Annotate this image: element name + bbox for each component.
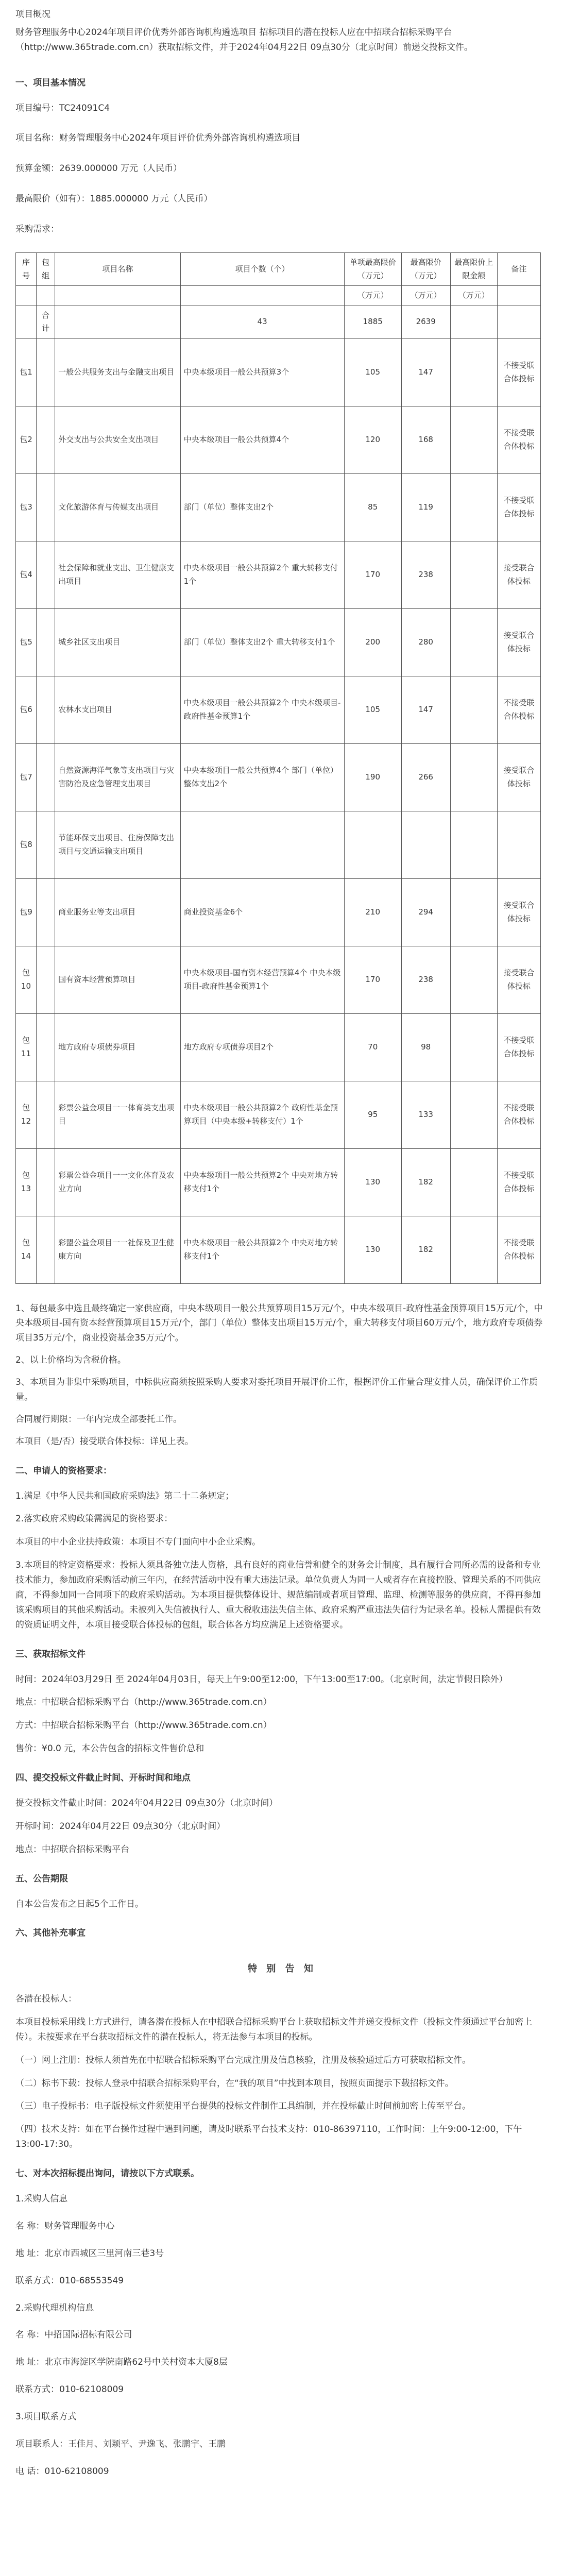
table-cell xyxy=(37,1013,55,1081)
table-cell: 133 xyxy=(401,1081,450,1148)
col-count: 项目个数（个） xyxy=(180,253,344,286)
table-cell: 城乡社区支出项目 xyxy=(55,608,181,676)
table-cell: 商业投资基金6个 xyxy=(180,878,344,946)
table-cell xyxy=(37,473,55,541)
table-cell: 238 xyxy=(401,946,450,1013)
table-cell: 不接受联合体投标 xyxy=(497,676,540,743)
table-cell: 中央本级项目一般公共预算3个 xyxy=(180,338,344,406)
table-row xyxy=(16,541,541,608)
overview-label: 项目概况 xyxy=(15,9,50,20)
total-cell xyxy=(450,306,497,338)
table-cell xyxy=(37,1148,55,1216)
notice-item: 本项目投标采用线上方式进行，请各潜在投标人在中招联合招标采购平台上获取招标文件并递交投标文件（投标文件须通过平台加密上传）。未按要求在平台获取招标文件的潜在投标人，将无法参与本项目的投标。 xyxy=(15,2016,532,2042)
table-cell: 文化旅游体育与传媒支出项目 xyxy=(55,473,181,541)
table-cell: 包8 xyxy=(16,811,37,878)
notice-item: （四）技术支持：如在平台操作过程中遇到问题，请及时联系平台技术支持：010-86397110，工作时间：上午9:00-12:00，下午13:00-17:30。 xyxy=(15,2124,522,2150)
table-cell: 119 xyxy=(401,473,450,541)
table-cell: 接受联合体投标 xyxy=(497,946,540,1013)
table-cell xyxy=(497,811,540,878)
obtain-time: 时间：2024年03月29日 至 2024年04月03日，每天上午9:00至12:00，下午13:00至17:00。（北京时间，法定节假日除外） xyxy=(15,1674,508,1685)
table-row xyxy=(16,743,541,811)
table-cell xyxy=(37,878,55,946)
table-cell: 210 xyxy=(344,878,401,946)
project-number: 项目编号：TC24091C4 xyxy=(15,103,110,113)
contact-persons: 项目联系人：王佳月、刘颖平、尹逸飞、张鹏宇、王鹏 xyxy=(15,2438,226,2449)
table-cell: 包7 xyxy=(16,743,37,811)
table-cell: 182 xyxy=(401,1216,450,1283)
table-cell-empty xyxy=(450,878,497,946)
project-name: 项目名称：财务管理服务中心2024年项目评价优秀外部咨询机构遴选项目 xyxy=(15,133,301,144)
table-cell: 包6 xyxy=(16,676,37,743)
table-cell: 彩票公益金项目一一体育类支出项目 xyxy=(55,1081,181,1148)
table-cell: 105 xyxy=(344,338,401,406)
notice-item: （一）网上注册：投标人须首先在中招联合招标采购平台完成注册及信息核验，注册及核验通过后方可获取招标文件。 xyxy=(15,2055,471,2065)
notice-item: （二）标书下载：投标人登录中招联合招标采购平台，在“我的项目”中找到本项目，按照页面提示下载招标文件。 xyxy=(15,2078,454,2089)
qualification-item: 本项目的中小企业扶持政策：本项目不专门面向中小企业采购。 xyxy=(15,1537,261,1548)
section-qualification-title: 二、申请人的资格要求： xyxy=(15,1465,112,1476)
table-cell: 266 xyxy=(401,743,450,811)
table-cell: 不接受联合体投标 xyxy=(497,338,540,406)
table-cell: 商业服务业等支出项目 xyxy=(55,878,181,946)
table-cell: 168 xyxy=(401,406,450,473)
unit-cell xyxy=(16,286,37,306)
budget-amount: 预算金额：2639.000000 万元（人民币） xyxy=(15,163,182,174)
bid-deadline: 提交投标文件截止时间：2024年04月22日 09点30分（北京时间） xyxy=(15,1798,278,1808)
period-text: 自本公告发布之日起5个工作日。 xyxy=(15,1899,144,1909)
table-cell: 包12 xyxy=(16,1081,37,1148)
table-header-row xyxy=(16,253,541,286)
table-cell: 不接受联合体投标 xyxy=(497,473,540,541)
table-cell xyxy=(37,676,55,743)
section-other-title: 六、其他补充事宜 xyxy=(15,1928,86,1939)
notes-block xyxy=(15,1301,549,1449)
table-cell-empty xyxy=(450,811,497,878)
table-cell xyxy=(37,743,55,811)
overview-text: 财务管理服务中心2024年项目评价优秀外部咨询机构遴选项目 招标项目的潜在投标人应在中招联合招标采购平台（http://www.365trade.com.cn）获取招标文件，并于2024年04月22日 09点30分（北京时间）前递交投标文件。 xyxy=(15,27,473,53)
procurement-requirement-label: 采购需求： xyxy=(15,224,59,235)
table-cell: 不接受联合体投标 xyxy=(497,1013,540,1081)
contact-title: 3.项目联系方式 xyxy=(15,2412,77,2422)
table-cell: 地方政府专项债券项目2个 xyxy=(180,1013,344,1081)
table-cell: 95 xyxy=(344,1081,401,1148)
note-item: 合同履行期限：一年内完成全部委托工作。 xyxy=(15,1414,182,1425)
total-cell: 43 xyxy=(180,306,344,338)
table-cell: 包11 xyxy=(16,1013,37,1081)
table-cell: 中央本级项目一般公共预算2个 中央对地方转移支付1个 xyxy=(180,1216,344,1283)
table-cell: 包14 xyxy=(16,1216,37,1283)
note-item: 1、每包最多中选且最终确定一家供应商，中央本级项目一般公共预算项目15万元/个，中央本级项目-政府性基金预算项目15万元/个，中央本级项目-国有资本经营预算项目15万元/个，部门（单位）整体支出项目15万元/个，重大转移支付项目60万元/个，地方政府专项债券项目35万元/个，商业投资基金35万元/个。 xyxy=(15,1303,543,1344)
table-cell: 不接受联合体投标 xyxy=(497,1216,540,1283)
table-cell: 社会保障和就业支出、卫生健康支出项目 xyxy=(55,541,181,608)
table-cell: 接受联合体投标 xyxy=(497,743,540,811)
table-cell: 中央本级项目一般公共预算2个 中央对地方转移支付1个 xyxy=(180,1148,344,1216)
table-cell-empty xyxy=(450,676,497,743)
unit-cell: （万元） xyxy=(401,286,450,306)
unit-cell xyxy=(180,286,344,306)
table-cell: 包2 xyxy=(16,406,37,473)
col-unit-price: 单项最高限价（万元） xyxy=(344,253,401,286)
buyer-title: 1.采购人信息 xyxy=(15,2193,68,2204)
table-cell: 中央本级项目一般公共预算2个 政府性基金预算项目（中央本级+转移支付）1个 xyxy=(180,1081,344,1148)
col-remark: 备注 xyxy=(497,253,540,286)
table-cell: 120 xyxy=(344,406,401,473)
col-max-price: 最高限价（万元） xyxy=(401,253,450,286)
table-cell-empty xyxy=(450,541,497,608)
table-total-row xyxy=(16,306,541,338)
table-cell: 包1 xyxy=(16,338,37,406)
table-cell-empty xyxy=(450,1081,497,1148)
table-cell: 98 xyxy=(401,1013,450,1081)
table-cell: 接受联合体投标 xyxy=(497,878,540,946)
table-cell-empty xyxy=(450,608,497,676)
table-row xyxy=(16,1216,541,1283)
section-obtain-docs-title: 三、获取招标文件 xyxy=(15,1649,86,1659)
table-cell: 部门（单位）整体支出2个 重大转移支付1个 xyxy=(180,608,344,676)
table-cell xyxy=(37,946,55,1013)
table-cell: 包10 xyxy=(16,946,37,1013)
table-row xyxy=(16,338,541,406)
qualification-item: 2.落实政府采购政策需满足的资格要求： xyxy=(15,1514,173,1524)
table-cell xyxy=(37,1216,55,1283)
contact-phone: 电 话：010-62108009 xyxy=(15,2466,109,2477)
table-cell-empty xyxy=(450,743,497,811)
table-row xyxy=(16,1148,541,1216)
table-cell xyxy=(37,338,55,406)
agent-phone: 联系方式：010-62108009 xyxy=(15,2384,124,2395)
table-cell: 农林水支出项目 xyxy=(55,676,181,743)
section-deadline-title: 四、提交投标文件截止时间、开标时间和地点 xyxy=(15,1773,191,1784)
contact-block xyxy=(15,2192,549,2479)
total-cell: 合计 xyxy=(37,306,55,338)
table-cell xyxy=(37,541,55,608)
unit-cell xyxy=(55,286,181,306)
table-cell: 地方政府专项债券项目 xyxy=(55,1013,181,1081)
table-row xyxy=(16,1013,541,1081)
table-cell xyxy=(37,406,55,473)
table-cell: 70 xyxy=(344,1013,401,1081)
table-cell-empty xyxy=(450,946,497,1013)
special-notice-title: 特 别 告 知 xyxy=(248,1963,316,1975)
buyer-address: 地 址：北京市西城区三里河南三巷3号 xyxy=(15,2248,164,2259)
table-cell: 接受联合体投标 xyxy=(497,608,540,676)
table-cell: 182 xyxy=(401,1148,450,1216)
note-item: 2、以上价格均为含税价格。 xyxy=(15,1355,126,1366)
agent-name: 名 称：中招国际招标有限公司 xyxy=(15,2330,132,2341)
table-cell: 节能环保支出项目、住房保障支出项目与交通运输支出项目 xyxy=(55,811,181,878)
table-cell-empty xyxy=(450,338,497,406)
table-cell-empty xyxy=(450,1013,497,1081)
col-project-name: 项目名称 xyxy=(55,253,181,286)
agent-address: 地 址：北京市海淀区学院南路62号中关村资本大厦8层 xyxy=(15,2357,228,2368)
total-cell xyxy=(55,306,181,338)
note-item: 3、本项目为非集中采购项目，中标供应商须按照采购人要求对委托项目开展评价工作，根据评价工作量合理安排人员，确保评价工作质量。 xyxy=(15,1377,538,1402)
table-cell: 190 xyxy=(344,743,401,811)
table-cell: 中央本级项目一般公共预算2个 重大转移支付1个 xyxy=(180,541,344,608)
table-cell: 一般公共服务支出与金融支出项目 xyxy=(55,338,181,406)
table-cell: 147 xyxy=(401,676,450,743)
table-cell: 中央本级项目一般公共预算4个 部门（单位）整体支出2个 xyxy=(180,743,344,811)
obtain-price: 售价：¥0.0 元，本公告包含的招标文件售价总和 xyxy=(15,1743,204,1754)
table-cell-empty xyxy=(450,473,497,541)
obtain-method[interactable]: 方式：中招联合招标采购平台（http://www.365trade.com.cn） xyxy=(15,1720,272,1731)
table-cell xyxy=(401,811,450,878)
table-cell: 294 xyxy=(401,878,450,946)
table-cell: 国有资本经营预算项目 xyxy=(55,946,181,1013)
table-cell: 中央本级项目一般公共预算2个 中央本级项目-政府性基金预算1个 xyxy=(180,676,344,743)
section-basic-info-title: 一、项目基本情况 xyxy=(15,77,86,88)
total-cell xyxy=(16,306,37,338)
col-no: 序号 xyxy=(16,253,37,286)
table-cell-empty xyxy=(450,406,497,473)
table-row xyxy=(16,946,541,1013)
table-cell-empty xyxy=(450,1216,497,1283)
table-cell xyxy=(180,811,344,878)
note-item: 本项目（是/否）接受联合体投标：详见上表。 xyxy=(15,1436,194,1447)
table-cell: 中央本级项目-国有资本经营预算4个 中央本级项目-政府性基金预算1个 xyxy=(180,946,344,1013)
notice-item: （三）电子投标书：电子版投标文件须使用平台提供的投标文件制作工具编制，并在投标截止时间前加密上传至平台。 xyxy=(15,2101,471,2112)
table-cell: 170 xyxy=(344,946,401,1013)
table-cell xyxy=(37,811,55,878)
table-cell: 接受联合体投标 xyxy=(497,541,540,608)
table-cell: 不接受联合体投标 xyxy=(497,1081,540,1148)
obtain-place[interactable]: 地点：中招联合招标采购平台（http://www.365trade.com.cn） xyxy=(15,1697,272,1708)
table-cell: 中央本级项目一般公共预算4个 xyxy=(180,406,344,473)
total-cell: 1885 xyxy=(344,306,401,338)
notice-item: 各潜在投标人： xyxy=(15,1993,77,2004)
table-cell: 部门（单位）整体支出2个 xyxy=(180,473,344,541)
buyer-phone: 联系方式：010-68553549 xyxy=(15,2275,124,2286)
table-row xyxy=(16,473,541,541)
opening-place: 地点：中招联合招标采购平台 xyxy=(15,1844,129,1855)
total-cell xyxy=(497,306,540,338)
table-cell: 200 xyxy=(344,608,401,676)
table-cell: 不接受联合体投标 xyxy=(497,1148,540,1216)
table-cell: 130 xyxy=(344,1148,401,1216)
unit-cell xyxy=(37,286,55,306)
col-cap: 最高限价上限金额 xyxy=(450,253,497,286)
table-row xyxy=(16,811,541,878)
table-cell: 130 xyxy=(344,1216,401,1283)
table-cell: 自然资源海洋气象等支出项目与灾害防治及应急管理支出项目 xyxy=(55,743,181,811)
table-cell: 包13 xyxy=(16,1148,37,1216)
table-cell: 147 xyxy=(401,338,450,406)
table-cell xyxy=(344,811,401,878)
table-row xyxy=(16,608,541,676)
qualification-item: 1.满足《中华人民共和国政府采购法》第二十二条规定； xyxy=(15,1490,234,1501)
table-cell: 85 xyxy=(344,473,401,541)
table-cell: 包5 xyxy=(16,608,37,676)
col-package: 包组 xyxy=(37,253,55,286)
table-cell: 280 xyxy=(401,608,450,676)
table-cell: 包4 xyxy=(16,541,37,608)
unit-cell: （万元） xyxy=(450,286,497,306)
table-cell: 包9 xyxy=(16,878,37,946)
table-row xyxy=(16,878,541,946)
qualification-item: 3.本项目的特定资格要求：投标人须具备独立法人资格，具有良好的商业信誉和健全的财务会计制度，具有履行合同所必需的设备和专业技术能力，参加政府采购活动前三年内，在经营活动中没有重大违法记录。单位负责人为同一人或者存在直接控股、管理关系的不同供应商，不得参加同一合同项下的政府采购活动。为本项目提供整体设计、规范编制或者项目管理、监理、检测等服务的供应商，不得再参加该采购项目的其他采购活动。未被列入失信被执行人、重大税收违法失信主体、政府采购严重违法失信行为记录名单。投标人需提供有效的资质证明文件，本项目接受联合体投标的包组，联合体各方均应满足上述资格要求。 xyxy=(15,1560,541,1630)
table-cell: 外交支出与公共安全支出项目 xyxy=(55,406,181,473)
table-cell xyxy=(37,608,55,676)
table-cell: 彩盟公益金项目一一社保及卫生健康方向 xyxy=(55,1216,181,1283)
table-cell: 170 xyxy=(344,541,401,608)
table-cell: 105 xyxy=(344,676,401,743)
agent-title: 2.采购代理机构信息 xyxy=(15,2302,94,2313)
table-cell-empty xyxy=(450,1148,497,1216)
table-cell: 彩票公益金项目一一文化体育及农业方向 xyxy=(55,1148,181,1216)
table-cell xyxy=(37,1081,55,1148)
package-table xyxy=(15,252,541,1284)
unit-cell: （万元） xyxy=(344,286,401,306)
table-row xyxy=(16,1081,541,1148)
table-unit-row xyxy=(16,286,541,306)
unit-cell xyxy=(497,286,540,306)
max-price: 最高限价（如有）：1885.000000 万元（人民币） xyxy=(15,194,213,205)
opening-time: 开标时间：2024年04月22日 09点30分（北京时间） xyxy=(15,1821,226,1832)
section-period-title: 五、公告期限 xyxy=(15,1873,68,1884)
total-cell: 2639 xyxy=(401,306,450,338)
table-cell: 238 xyxy=(401,541,450,608)
table-row xyxy=(16,406,541,473)
table-cell: 包3 xyxy=(16,473,37,541)
section-contact-title: 七、对本次招标提出询问，请按以下方式联系。 xyxy=(15,2168,199,2179)
table-cell: 不接受联合体投标 xyxy=(497,406,540,473)
buyer-name: 名 称：财务管理服务中心 xyxy=(15,2221,115,2231)
table-row xyxy=(16,676,541,743)
